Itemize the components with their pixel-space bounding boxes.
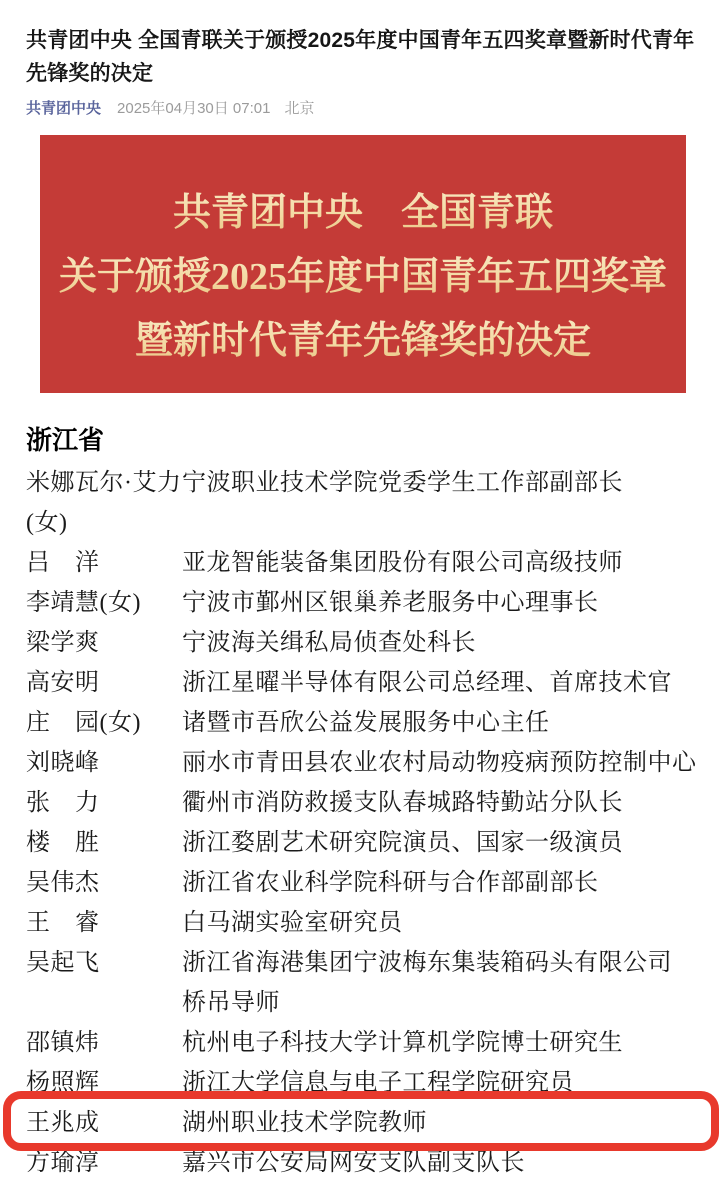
list-item	[26, 543, 700, 583]
article-title: 共青团中央 全国青联关于颁授2025年度中国青年五四奖章暨新时代青年先锋奖的决定	[26, 29, 695, 85]
list-item	[26, 903, 700, 943]
awardee-name: 李靖慧(女)	[26, 590, 141, 616]
awardee-position: 嘉兴市公安局网安支队副支队长	[182, 1150, 525, 1176]
list-item	[26, 1063, 700, 1103]
awardee-position: 浙江大学信息与电子工程学院研究员	[182, 1070, 574, 1096]
publish-datetime: 2025年04月30日 07:01	[117, 100, 271, 117]
list-item	[26, 823, 700, 863]
awardee-position: 浙江星曜半导体有限公司总经理、首席技术官	[182, 670, 672, 696]
awardee-name: 张 力	[26, 790, 100, 816]
awardee-name: 楼 胜	[26, 830, 100, 856]
awardee-name: 高安明	[26, 670, 100, 696]
list-item	[26, 623, 700, 663]
awardee-name: 吕 洋	[26, 550, 100, 576]
awardee-position: 白马湖实验室研究员	[182, 910, 403, 936]
awardee-position: 衢州市消防救援支队春城路特勤站分队长	[182, 790, 623, 816]
list-item	[26, 1103, 700, 1143]
awardee-position: 诸暨市吾欣公益发展服务中心主任	[182, 710, 550, 736]
awardee-name: 吴起飞	[26, 950, 100, 976]
byline	[26, 99, 710, 119]
awardee-position: 宁波海关缉私局侦查处科长	[182, 630, 476, 656]
awardee-position: 浙江省农业科学院科研与合作部副部长	[182, 870, 599, 896]
list-item	[26, 463, 700, 543]
list-item	[26, 1023, 700, 1063]
list-item	[26, 943, 700, 1023]
awardee-position: 宁波职业技术学院党委学生工作部副部长	[182, 470, 623, 496]
awardee-name: 刘晓峰	[26, 750, 100, 776]
article-header	[0, 0, 726, 119]
province-heading: 浙江省	[26, 425, 105, 455]
awardee-name: 邵镇炜	[26, 1030, 100, 1056]
list-item	[26, 863, 700, 903]
awardee-position: 浙江婺剧艺术研究院演员、国家一级演员	[182, 830, 623, 856]
list-item	[26, 663, 700, 703]
awardee-name: 王兆成	[26, 1110, 100, 1136]
awardee-name: 杨照辉	[26, 1070, 100, 1096]
banner-line-2: 关于颁授2025年度中国青年五四奖章	[40, 245, 686, 309]
banner-line-1: 共青团中央 全国青联	[40, 181, 686, 245]
publish-location: 北京	[284, 100, 315, 117]
award-list	[26, 463, 700, 1183]
awardee-name: 梁学爽	[26, 630, 100, 656]
awardee-position: 湖州职业技术学院教师	[182, 1110, 427, 1136]
awardee-name: 庄 园(女)	[26, 710, 141, 736]
banner-image[interactable]	[40, 135, 686, 393]
awardee-name: 吴伟杰	[26, 870, 100, 896]
list-item	[26, 1143, 700, 1183]
list-item	[26, 583, 700, 623]
source-link[interactable]: 共青团中央	[26, 100, 102, 117]
awardee-position: 宁波市鄞州区银巢养老服务中心理事长	[182, 590, 599, 616]
awardee-position: 杭州电子科技大学计算机学院博士研究生	[182, 1030, 623, 1056]
banner-line-3: 暨新时代青年先锋奖的决定	[40, 309, 686, 373]
list-item	[26, 743, 700, 783]
awardee-position: 亚龙智能装备集团股份有限公司高级技师	[182, 550, 623, 576]
list-item	[26, 783, 700, 823]
awardee-position: 丽水市青田县农业农村局动物疫病预防控制中心	[182, 750, 697, 776]
list-item	[26, 703, 700, 743]
awardee-name: 方瑜淳	[26, 1150, 100, 1176]
awardee-name: 王 睿	[26, 910, 100, 936]
awardee-position: 浙江省海港集团宁波梅东集装箱码头有限公司 桥吊导师	[182, 950, 672, 1016]
awardee-name: 米娜瓦尔·艾力 (女)	[26, 470, 182, 536]
